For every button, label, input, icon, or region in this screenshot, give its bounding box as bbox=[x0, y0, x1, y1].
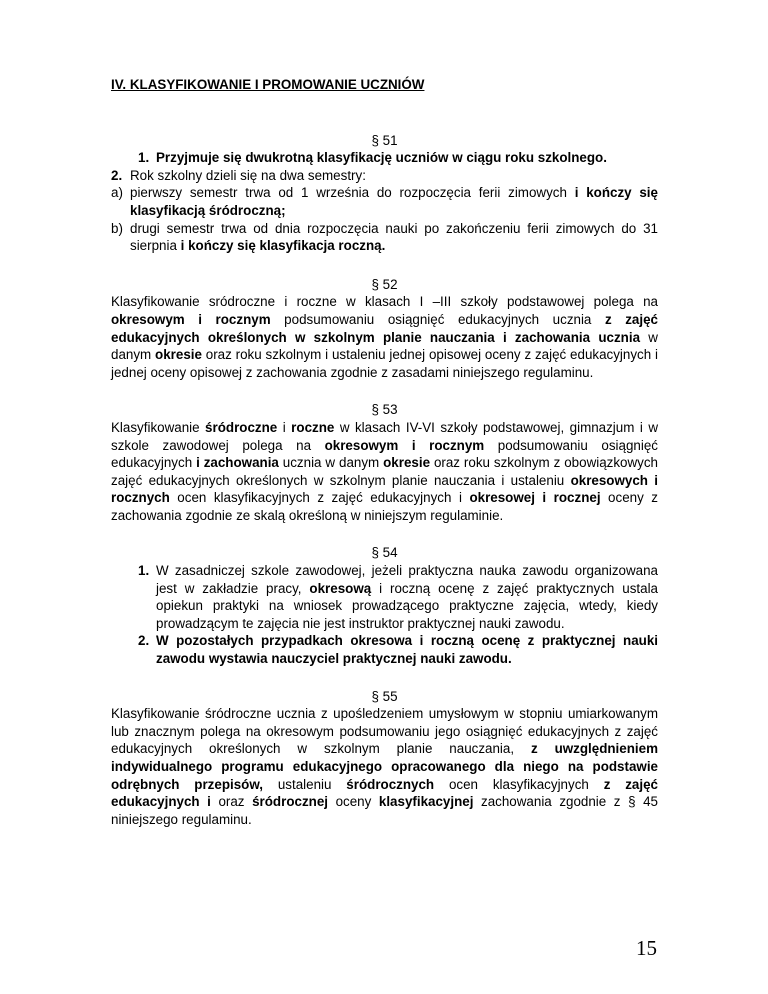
section-51 bbox=[111, 132, 658, 255]
section-53 bbox=[111, 401, 658, 524]
list-item bbox=[111, 184, 658, 219]
list-item bbox=[111, 562, 658, 632]
list-item bbox=[111, 149, 658, 167]
text-run: Klasyfikowanie bbox=[111, 419, 206, 435]
section-54 bbox=[111, 544, 658, 667]
text-run: ocen klasyfikacyjnych z zajęć edukacyjnych i bbox=[169, 490, 470, 506]
text-run-bold: i zachowania bbox=[196, 455, 279, 471]
text-run-bold: okresie bbox=[155, 347, 202, 363]
list-text: pierwszy semestr trwa od 1 września do rozpoczęcia ferii zimowych bbox=[130, 185, 575, 201]
list-letter: b) bbox=[111, 220, 123, 236]
text-run-bold: okresie bbox=[383, 455, 431, 471]
text-run-bold: okresowym i rocznym bbox=[111, 311, 271, 327]
list-item bbox=[111, 632, 658, 667]
text-run-bold: śródroczne bbox=[205, 419, 278, 435]
text-run: w klasach IV-VI szkoły podstawowej, gimnazjum i w szkole zawodowej polega na bbox=[111, 419, 658, 453]
page-number: 15 bbox=[636, 936, 657, 960]
list-text-bold: i kończy się klasyfikacją śródroczną; bbox=[130, 185, 658, 218]
list-number: 2. bbox=[111, 167, 123, 183]
text-run: oceny bbox=[328, 794, 379, 810]
text-run: oceny z zachowania zgodnie ze skalą określoną w niniejszym regulaminie. bbox=[111, 490, 658, 523]
list-letter: a) bbox=[111, 185, 123, 201]
text-run-bold: roczne bbox=[291, 419, 335, 435]
list-text-bold: i kończy się klasyfikacja roczną. bbox=[180, 238, 386, 254]
text-run-bold: okresowych i rocznych bbox=[111, 472, 659, 506]
text-run-bold: z uwzględnieniem indywidualnego programu edukacyjnego opracowanego dla niego na podstawie odrębnych przepisów, bbox=[111, 741, 658, 792]
list-text: Rok szkolny dzieli się na dwa semestry: bbox=[130, 167, 366, 183]
text-run: oraz roku szkolnym z obowiązkowych zajęć edukacyjnych określonych w szkolnym planie nauczania i ustaleniu bbox=[111, 455, 659, 488]
list-number: 1. bbox=[138, 150, 150, 166]
document-page bbox=[111, 76, 658, 848]
list-number: 1. bbox=[138, 563, 150, 579]
list-text-bold: W pozostałych przypadkach okresowa i roczną ocenę z praktycznej nauki zawodu wystawia nauczyciel praktycznej nauki zawodu. bbox=[156, 633, 658, 667]
text-run: i bbox=[277, 419, 292, 435]
text-run-bold: klasyfikacyjnej bbox=[378, 794, 474, 810]
section-52-title: § 52 bbox=[371, 276, 398, 292]
text-run: podsumowaniu osiągnięć edukacyjnych bbox=[111, 437, 658, 471]
text-run-bold: z zajęć edukacyjnych określonych w szkolnym planie nauczania i zachowania ucznia bbox=[111, 311, 658, 345]
list-text: i roczną ocenę z zajęć praktycznych ustala opiekun praktyki na wniosek prowadzącego praktyczne zajęcia, wtedy, kiedy prowadzącym te zajęcia nie jest instruktor praktycznej nauki zawodu. bbox=[156, 580, 658, 631]
text-run: Klasyfikowanie śródroczne ucznia z upośledzeniem umysłowym w stopniu umiarkowanym lub znacznym polega na okresowym podsumowaniu jego osiągnięć edukacyjnych z zajęć edukacyjnych określonych w szkolnym planie nauczania, bbox=[111, 706, 658, 757]
list-item bbox=[111, 167, 658, 185]
text-run: ocen klasyfikacyjnych bbox=[434, 776, 604, 792]
list-text-bold: okresową bbox=[309, 580, 372, 596]
text-run: zachowania zgodnie z § 45 niniejszego regulaminu. bbox=[111, 794, 658, 827]
section-54-list bbox=[111, 562, 658, 668]
section-54-title: § 54 bbox=[371, 545, 398, 561]
section-53-text bbox=[111, 419, 658, 525]
section-55-text bbox=[111, 705, 658, 828]
section-52 bbox=[111, 276, 658, 382]
text-run: Klasyfikowanie sródroczne i roczne w klasach I –III szkoły podstawowej polega na bbox=[111, 294, 658, 310]
section-53-title: § 53 bbox=[371, 402, 398, 418]
list-text: drugi semestr trwa od dnia rozpoczęcia nauki po zakończeniu ferii zimowych do 31 sierpnia bbox=[130, 220, 658, 254]
section-51-list bbox=[111, 149, 658, 255]
text-run: oraz bbox=[210, 794, 253, 810]
section-55 bbox=[111, 688, 658, 829]
list-item bbox=[111, 220, 658, 255]
text-run: ustaleniu bbox=[263, 776, 347, 792]
text-run-bold: śródrocznej bbox=[252, 794, 328, 810]
section-55-title: § 55 bbox=[371, 688, 398, 704]
section-52-text bbox=[111, 293, 658, 381]
text-run-bold: okresowej i rocznej bbox=[469, 490, 601, 506]
text-run: podsumowaniu osiągnięć edukacyjnych ucznia bbox=[270, 311, 605, 327]
text-run-bold: z zajęć edukacyjnych i bbox=[111, 776, 658, 810]
text-run: w danym bbox=[111, 329, 658, 363]
text-run-bold: okresowym i rocznym bbox=[324, 437, 485, 453]
chapter-heading: IV. KLASYFIKOWANIE I PROMOWANIE UCZNIÓW bbox=[111, 77, 425, 92]
text-run: oraz roku szkolnym i ustaleniu jednej opisowej oceny z zajęć edukacyjnych i jednej oceny opisowej z zachowania zgodnie z zasadami niniejszego regulaminu. bbox=[111, 347, 659, 380]
text-run: ucznia w danym bbox=[278, 455, 384, 471]
text-run-bold: śródrocznych bbox=[346, 776, 435, 792]
section-51-title: § 51 bbox=[371, 132, 398, 148]
list-number: 2. bbox=[138, 633, 150, 649]
list-text: Przyjmuje się dwukrotną klasyfikację uczniów w ciągu roku szkolnego. bbox=[156, 150, 607, 166]
list-text: W zasadniczej szkole zawodowej, jeżeli praktyczna nauka zawodu organizowana jest w zakładzie pracy, bbox=[156, 563, 658, 596]
